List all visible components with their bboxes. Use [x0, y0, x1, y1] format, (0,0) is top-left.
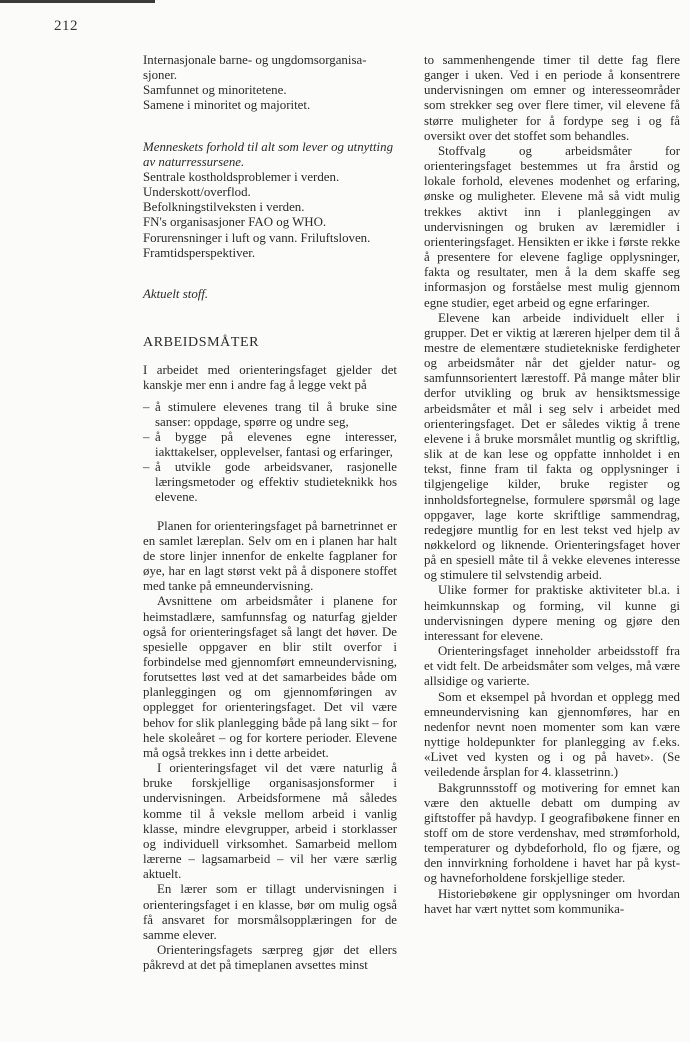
left-column — [143, 53, 397, 973]
top-rule — [0, 0, 155, 3]
body-paragraph: I orienteringsfaget vil det være naturlig å bruke forskjellige organisasjonsformer i undervisningen. Arbeidsformene må således komme til å veksle mellom arbeid i vanlig klasse, mindre elevgrupper, arbeid i storklasser og individuell virksomhet. Samarbeid mellom lærerne – lagsamarbeid – vil her være særlig aktuelt. — [143, 761, 397, 882]
bullet-item: – å bygge på elevenes egne interesser, iakttakelser, opplevelser, fantasi og erfaringer, — [143, 430, 397, 460]
theme-line: Befolkningstilveksten i verden. — [143, 200, 305, 215]
theme-line: FN's organisasjoner FAO og WHO. — [143, 215, 327, 230]
body-paragraph: Ulike former for praktiske aktiviteter bl.a. i heimkunnskap og forming, vil kunne gi undervisningen dypere mening og gjøre den interessant for elevene. — [424, 583, 680, 643]
theme-line: Framtidsperspektiver. — [143, 245, 256, 260]
body-paragraph: Historiebøkene gir opplysninger om hvordan havet har vært nyttet som kommunika- — [424, 886, 680, 916]
right-column — [424, 53, 680, 917]
body-paragraph: Orienteringsfagets særpreg gjør det ellers påkrevd at det på timeplanen avsettes minst — [143, 942, 397, 973]
body-paragraph: Bakgrunnsstoff og motivering for emnet kan være den aktuelle debatt om dumping av giftstoffer på havdyp. I geografibøkene finner en stoff om de store verdenshav, med strømforhold, temperaturer og dybdeforhold, flo og fjære, og den innvirkning forholdene i havet har på kyst- og havneforholdene forskjellige steder. — [424, 780, 680, 886]
theme-list — [143, 170, 397, 261]
topic-line: Samene i minoritet og majoritet. — [143, 98, 311, 113]
theme-line: Sentrale kostholdsproblemer i verden. — [143, 169, 340, 184]
bullet-item: – å utvikle gode arbeidsvaner, rasjonelle læringsmetoder og effektiv studieteknikk hos elevene. — [143, 460, 397, 505]
body-paragraph: Orienteringsfaget inneholder arbeidsstoff fra et vidt felt. De arbeidsmåter som velges, må være allsidige og varierte. — [424, 644, 680, 689]
current-label: Aktuelt stoff. — [143, 286, 209, 301]
topic-line: Samfunnet og minoritetene. — [143, 83, 287, 98]
body-paragraph: En lærer som er tillagt undervisningen i orienteringsfaget i en klasse, bør om mulig også få ansvaret for morsmålsopplæringen for de samme elever. — [143, 882, 397, 942]
theme-line: Forurensninger i luft og vann. Friluftsloven. — [143, 230, 371, 245]
theme-heading: Menneskets forhold til alt som lever og utnytting av naturressursene. — [143, 139, 394, 169]
body-paragraph: Elevene kan arbeide individuelt eller i grupper. Det er viktig at læreren hjelper dem til å mestre de elementære studietekniske ferdigheter og arbeidsmåter når det gjelder natur- og samfunnsorientert lærestoff. På mange måter blir derfor utvikling og bruk av hensiktsmessige arbeidsmåter et mål i seg selv i arbeidet med orienteringsfaget. Det er således viktig å trene elevene i å bruke morsmålet muntlig og skriftlig, slik at de kan lese og oppfatte innholdet i en tekst, finne fram til fakta og opplysninger i tilgjengelige kilder, bruke register og innholdsfortegnelse, formulere spørsmål og lage oppgaver, lage korte skriftlige sammendrag, redegjøre muntlig for en lest tekst ved hjelp av nøkkelord og liknende. Orienteringsfaget hover på en spesiell måte til å vekke elevenes interesse og stimulere til selvstendig arbeid. — [424, 310, 680, 583]
topic-list — [143, 53, 397, 114]
section-heading: ARBEIDSMÅTER — [143, 335, 260, 351]
theme-line: Underskott/overflod. — [143, 185, 251, 200]
bullet-item: – å stimulere elevenes trang til å bruke sine sanser: oppdage, spørre og undre seg, — [143, 400, 397, 430]
body-paragraph: Som et eksempel på hvordan et opplegg med emneundervisning kan gjennomføres, har en nedenfor nevnt noen momenter som kan være nyttige holdepunkter for planlegging av f.eks. «Livet ved kysten og i og på havet». (Se veiledende årsplan for 4. klassetrinn.) — [424, 689, 680, 780]
intro-paragraph: I arbeidet med orienteringsfaget gjelder det kanskje mer enn i andre fag å legge vekt på — [143, 363, 397, 393]
page-number: 212 — [54, 18, 78, 34]
topic-line: Internasjonale barne- og ungdomsorganisa-sjoner. — [143, 53, 367, 83]
body-paragraph: Planen for orienteringsfaget på barnetrinnet er en samlet læreplan. Selv om en i planen har halt de store linjer innenfor de enkelte fagplaner for øye, har en lagt størst vekt på å disponere stoffet med tanke på emneundervisning. — [143, 518, 397, 594]
body-paragraph: Avsnittene om arbeidsmåter i planene for heimstadlære, samfunnsfag og naturfag gjelder også for orienteringsfaget så langt det høver. De spesielle oppgaver en blir stilt overfor i forbindelse med gjennomført emneundervisning, forutsettes løst ved at det samarbeides både om planleggingen og om gjennomføringen av opplegget for orienteringsfaget. Det vil være behov for slik planlegging både på lang sikt – for hele skoleåret – og for kortere perioder. Elevene må også trekkes inn i dette arbeidet. — [143, 594, 397, 760]
body-paragraph: to sammenhengende timer til dette fag flere ganger i uken. Ved i en periode å konsentrere undervisningen om emner og interesseområder som strekker seg over flere timer, vil elevene få større muligheter for å fordype seg i og få oversikt over det stoffet som behandles. — [424, 53, 680, 143]
bullet-list — [143, 400, 397, 506]
body-paragraph: Stoffvalg og arbeidsmåter for orienteringsfaget bestemmes ut fra årstid og lokale forhold, elevenes modenhet og erfaring, ønske og muligheter. Elevene må så vidt mulig trekkes aktivt inn i planleggingen av undervisningen og bruken av læremidler i orienteringsfaget. Hensikten er ikke i første rekke å presentere for elevene faglige opplysninger, fakta og resultater, men å la dem skaffe seg informasjon og forståelse mest mulig gjennom egne studier, eget arbeid og egne erfaringer. — [424, 143, 680, 310]
